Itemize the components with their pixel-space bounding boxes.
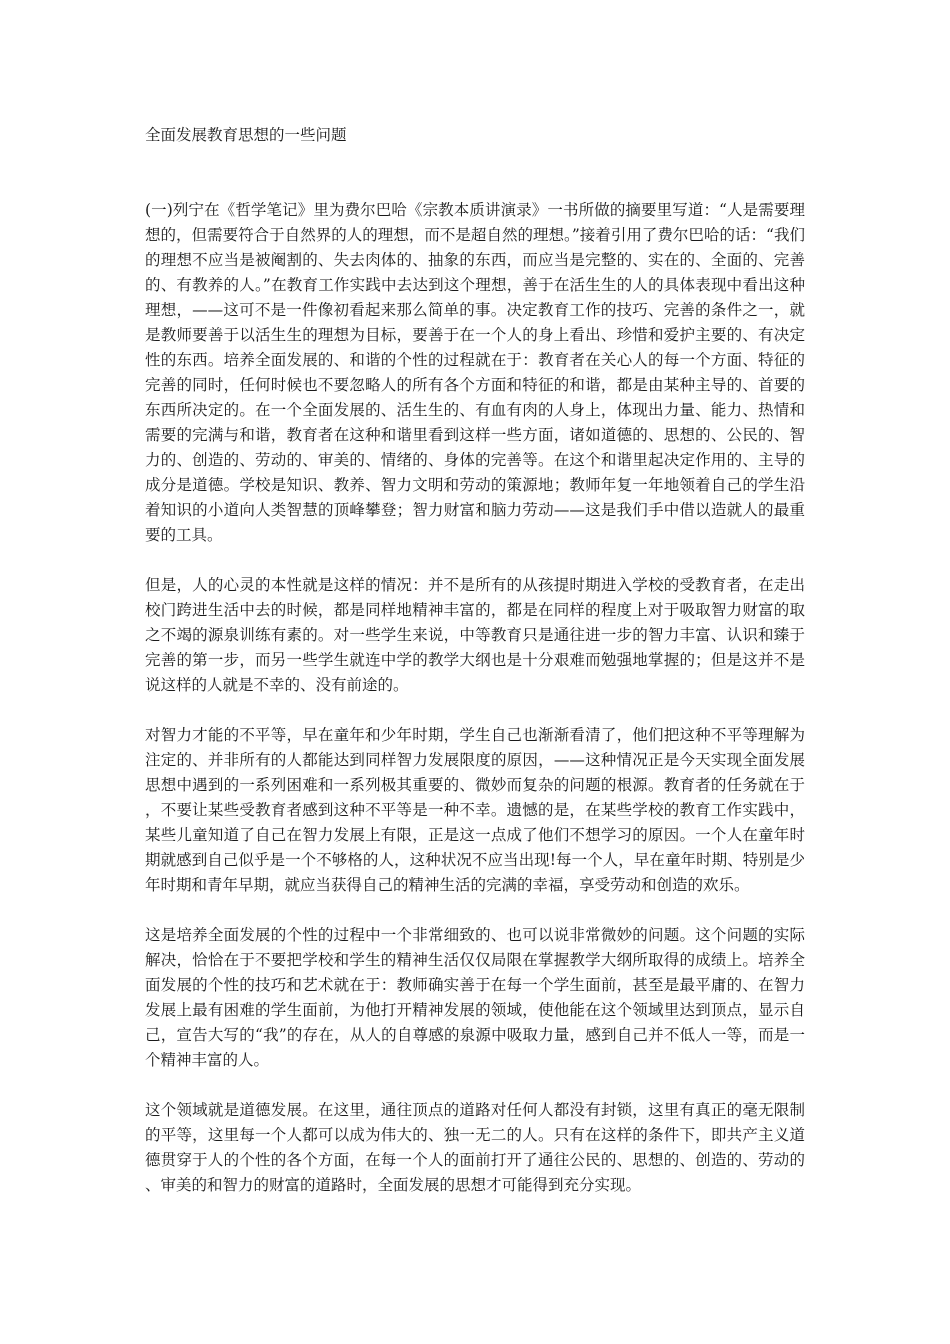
document-body xyxy=(145,198,805,1223)
paragraph-3: 对智力才能的不平等，早在童年和少年时期，学生自己也渐渐看清了，他们把这种不平等理解为注定的、并非所有的人都能达到同样智力发展限度的原因，——这种情况正是今天实现全面发展思想中遇到的一系列困难和一系列极其重要的、微妙而复杂的问题的根源。教育者的任务就在于，不要让某些受教育者感到这种不平等是一种不幸。遗憾的是，在某些学校的教育工作实践中，某些儿童知道了自己在智力发展上有限，正是这一点成了他们不想学习的原因。一个人在童年时期就感到自己似乎是一个不够格的人，这种状况不应当出现!每一个人，早在童年时期、特别是少年时期和青年早期，就应当获得自己的精神生活的完满的幸福，享受劳动和创造的欢乐。 xyxy=(145,726,805,894)
paragraph-5: 这个领域就是道德发展。在这里，通往顶点的道路对任何人都没有封锁，这里有真正的毫无限制的平等，这里每一个人都可以成为伟大的、独一无二的人。只有在这样的条件下，即共产主义道德贯穿于人的个性的各个方面，在每一个人的面前打开了通往公民的、思想的、创造的、劳动的、审美的和智力的财富的道路时，全面发展的思想才可能得到充分实现。 xyxy=(145,1101,805,1194)
paragraph-1: (一)列宁在《哲学笔记》里为费尔巴哈《宗教本质讲演录》一书所做的摘要里写道：“人是需要理想的，但需要符合于自然界的人的理想，而不是超自然的理想。”接着引用了费尔巴哈的话：“我们的理想不应当是被阉割的、失去肉体的、抽象的东西，而应当是完整的、实在的、全面的、完善的、有教养的人。”在教育工作实践中去达到这个理想，善于在活生生的人的具体表现中看出这种理想，——这可不是一件像初看起来那么简单的事。决定教育工作的技巧、完善的条件之一，就是教师要善于以活生生的理想为目标，要善于在一个人的身上看出、珍惜和爱护主要的、有决定性的东西。培养全面发展的、和谐的个性的过程就在于：教育者在关心人的每一个方面、特征的完善的同时，任何时候也不要忽略人的所有各个方面和特征的和谐，都是由某种主导的、首要的东西所决定的。在一个全面发展的、活生生的、有血有肉的人身上，体现出力量、能力、热情和需要的完满与和谐，教育者在这种和谐里看到这样一些方面，诸如道德的、思想的、公民的、智力的、创造的、劳动的、审美的、情绪的、身体的完善等。在这个和谐里起决定作用的、主导的成分是道德。学校是知识、教养、智力文明和劳动的策源地；教师年复一年地领着自己的学生沿着知识的小道向人类智慧的顶峰攀登；智力财富和脑力劳动——这是我们手中借以造就人的最重要的工具。 xyxy=(145,201,805,544)
paragraph-4: 这是培养全面发展的个性的过程中一个非常细致的、也可以说非常微妙的问题。这个问题的实际解决，恰恰在于不要把学校和学生的精神生活仅仅局限在掌握教学大纲所取得的成绩上。培养全面发展的个性的技巧和艺术就在于：教师确实善于在每一个学生面前，甚至是最平庸的、在智力发展上最有困难的学生面前，为他打开精神发展的领域，使他能在这个领域里达到顶点，显示自己，宣告大写的“我”的存在，从人的自尊感的泉源中吸取力量，感到自己并不低人一等，而是一个精神丰富的人。 xyxy=(145,926,805,1069)
document-title: 全面发展教育思想的一些问题 xyxy=(145,126,347,144)
paragraph-2: 但是，人的心灵的本性就是这样的情况：并不是所有的从孩提时期进入学校的受教育者，在走出校门跨进生活中去的时候，都是同样地精神丰富的，都是在同样的程度上对于吸取智力财富的取之不竭的源泉训练有素的。对一些学生来说，中等教育只是通往进一步的智力丰富、认识和臻于完善的第一步，而另一些学生就连中学的教学大纲也是十分艰难而勉强地掌握的；但是这并不是说这样的人就是不幸的、没有前途的。 xyxy=(145,576,805,694)
